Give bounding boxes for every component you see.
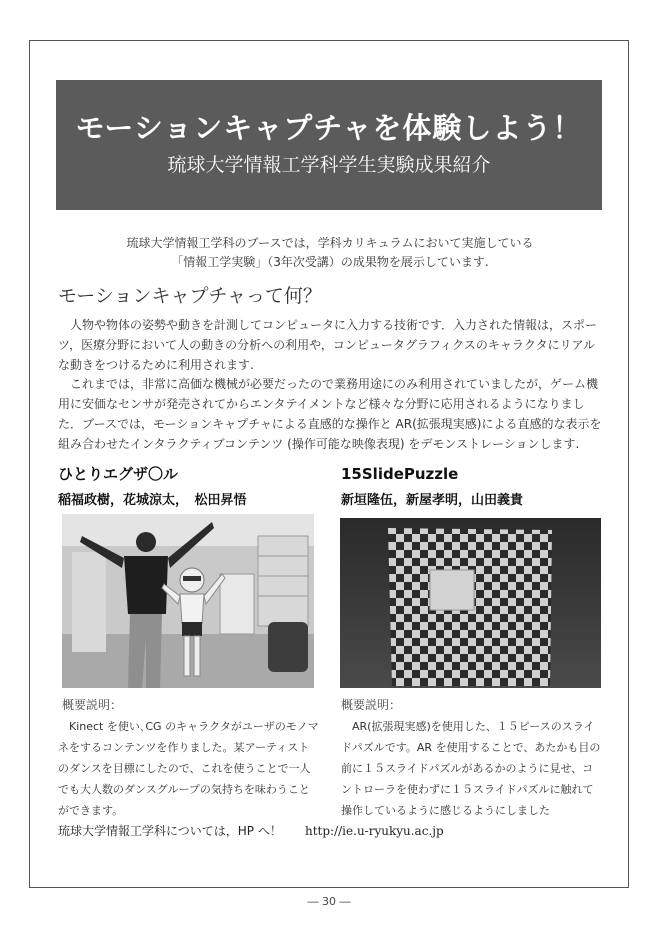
project-1-photo [62,514,314,688]
project-2-desc: AR(拡張現実感)を使用した、１５ピースのスライドパズルです。AR を使用することで、あたかも目の前に１５スライドパズルがあるかのように見せ、コントローラを使わずに１５スライドパズルに触れて操作しているように感じるようにしました [341,720,601,817]
project-1-title: ひとりエグザ〇ル [58,465,179,483]
intro-line-1: 琉球大学情報工学科のブースでは，学科カリキュラムにおいて実施している [126,236,534,250]
page-number: ― 30 ― [307,895,351,908]
intro-line-2: 「情報工学実験」（3年次受講）の成果物を展示しています. [171,255,489,269]
footer-url-link[interactable]: http://ie.u-ryukyu.ac.jp [305,824,444,838]
footer-note: 琉球大学情報工学科については，HP へ！ [58,824,282,838]
kinect-demo-photo [62,514,314,688]
ar-puzzle-photo [340,518,601,688]
project-1-desc: Kinect を使い､CG のキャラクタがユーザのモノマネをするコンテンツを作りました。某アーティストのダンスを目標にしたので、これを使うことで一人でも大人数のダンスグループの気持ちを味わうことができます。 [58,720,319,817]
body-paragraph-1: 人物や物体の姿勢や動きを計測してコンピュータに入力する技術です．入力された情報は，スポーツ，医療分野において人の動きの分析への利用や，コンピュータグラフィクスのキャラクタにリアルな動きをつけるために利用されます. [58,318,598,372]
title-banner [56,80,602,210]
intro-text [60,234,600,272]
body-paragraph-2: これまでは，非常に高価な機械が必要だったので業務用途にのみ利用されていましたが，ゲーム機用に安価なセンサが発売されてからエンタテイメントなど様々な分野に応用されるようになりました．ブースでは，モーションキャプチャによる直感的な操作と AR(拡張現実感)による直感的な表示を組み合わせたインタラクティブコンテンツ (操作可能な映像表現) をデモンストレーションします. [58,377,602,451]
project-2-desc-label: 概要説明： [341,698,402,712]
project-2-title: 15SlidePuzzle [341,465,459,483]
project-2-photo [340,518,601,688]
project-1-desc-label: 概要説明： [62,698,123,712]
section-heading: モーションキャプチャって何？ [58,285,322,307]
project-1-authors: 稲福政樹，花城涼太， 松田昇悟 [58,493,247,508]
banner-subtitle: 琉球大学情報工学科学生実験成果紹介 [167,154,491,176]
project-2-authors: 新垣隆伍，新屋孝明，山田義貴 [341,493,524,508]
banner-title: モーションキャプチャを体験しよう！ [75,111,583,145]
